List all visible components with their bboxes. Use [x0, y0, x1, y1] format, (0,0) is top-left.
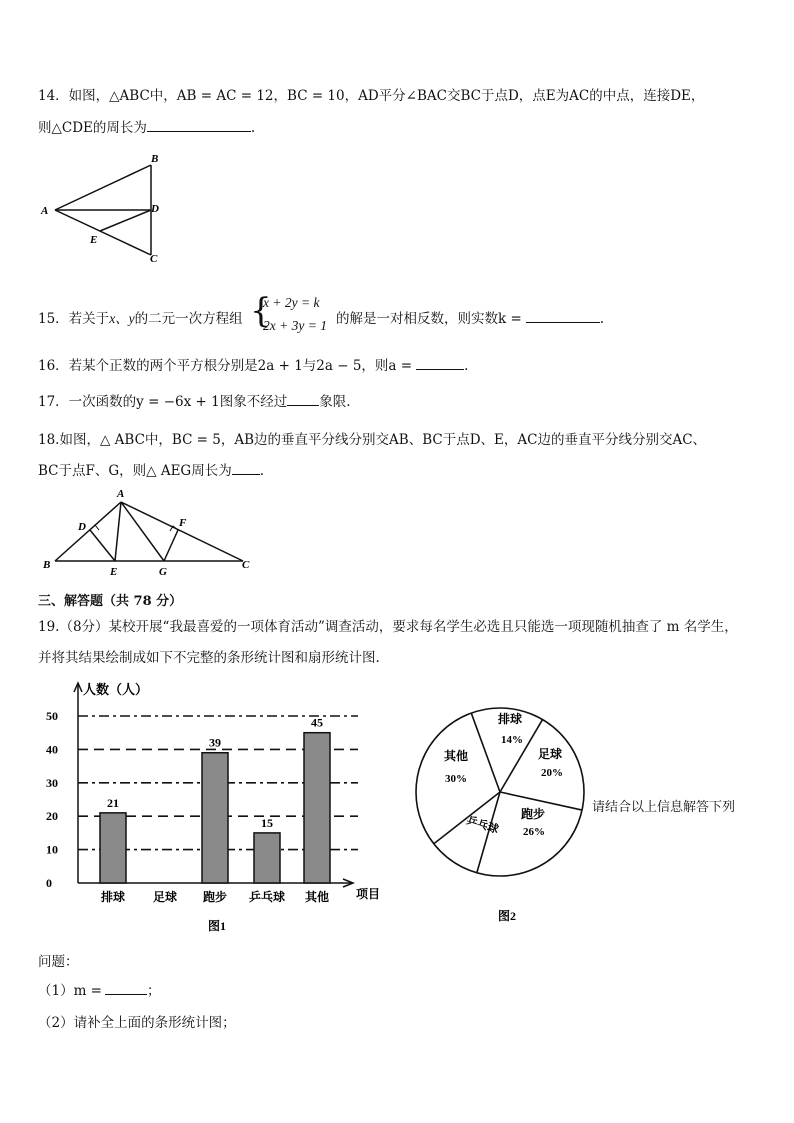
bar-value-label: 39 [209, 735, 221, 750]
pie-label-pingpang-text: 乒乓球 [464, 814, 500, 837]
q19-questions-label: 问题： [38, 954, 79, 970]
q16-answer-blank[interactable] [416, 355, 464, 370]
q14-label-d: D [151, 203, 159, 215]
q17 [38, 390, 351, 410]
q18-label-d: D [78, 521, 86, 533]
q15-answer-blank[interactable] [526, 308, 600, 323]
q18-label-e: E [110, 566, 118, 576]
q19-sub1-blank[interactable] [105, 980, 147, 995]
bar [304, 733, 330, 883]
q14-label-a: A [41, 205, 49, 217]
pie-value-zuqiu: 20% [541, 767, 563, 779]
bar-chart [38, 676, 390, 938]
bar-value-label: 21 [107, 795, 119, 810]
pie-label-paiqiu: 排球 [498, 712, 523, 726]
pie-value-qita: 30% [445, 773, 467, 785]
q18-line1: 18.如图，△ ABC中，BC = 5，AB边的垂直平分线分别交AB、BC于点D、E，AC边的垂直平分线分别交AC、 [38, 432, 707, 448]
pie-value-paiqiu: 14% [501, 734, 523, 746]
q15-eq2: 2x + 3y = 1 [263, 318, 327, 333]
q18-label-g: G [159, 566, 167, 576]
q15-end: . [599, 311, 605, 327]
q18-label-f: F [179, 517, 187, 529]
q18-label-a: A [117, 488, 125, 500]
bar-ytick: 0 [46, 876, 52, 890]
pie-title: 图2 [498, 909, 517, 923]
q14-line2-text: 则△CDE的周长为 [38, 120, 147, 136]
q19-side-text: 请结合以上信息解答下列 [592, 800, 736, 815]
bar [100, 813, 126, 883]
bar-ytick: 10 [46, 842, 58, 857]
q19-sub1-end: ； [147, 983, 161, 999]
q14-label-e: E [90, 234, 98, 246]
q14-label-b: B [151, 153, 159, 165]
q18-label-c: C [242, 559, 250, 571]
q19-line2: 并将其结果绘制成如下不完整的条形统计图和扇形统计图. [38, 650, 380, 666]
bar-ytick: 30 [46, 775, 58, 790]
q14-answer-blank[interactable] [147, 117, 251, 132]
q19-sub2: （2）请补全上面的条形统计图； [38, 1015, 236, 1031]
q15-vars: x、y [109, 311, 135, 326]
bar [202, 753, 228, 883]
q14-line1: 14．如图，△ABC中，AB = AC = 12，BC = 10，AD平分∠BAC交BC于点D，点E为AC的中点，连接DE， [38, 88, 705, 104]
q18-line2-text: BC于点F、G，则△ AEG周长为 [38, 463, 232, 479]
pie-value-paobu: 26% [523, 826, 545, 838]
q14-line2 [38, 116, 255, 136]
bar-value-label: 45 [311, 715, 323, 730]
bar [254, 833, 280, 883]
bar-ytick: 20 [46, 809, 58, 824]
q15-post [336, 307, 604, 327]
q14-figure [38, 150, 178, 265]
q14-label-c: C [150, 253, 158, 265]
q15-brace: { [250, 291, 272, 331]
bar-ylabel: 人数（人） [83, 682, 149, 697]
q17-text: 17．一次函数的y = −6x + 1图象不经过 [38, 394, 288, 410]
q19-sub1-text: （1）m = [38, 983, 102, 999]
q15-mid-text: 的二元一次方程组 [134, 311, 243, 327]
q15-post-text: 的解是一对相反数，则实数k = [336, 311, 522, 327]
bar-title: 图1 [208, 919, 227, 933]
q17-answer-blank[interactable] [287, 391, 319, 406]
bar-category-label: 足球 [152, 890, 178, 904]
q16-end: . [464, 358, 469, 374]
pie-label-paobu: 跑步 [521, 807, 546, 821]
pie-label-qita: 其他 [444, 749, 469, 763]
bar-category-label: 排球 [100, 890, 126, 904]
bar-category-label: 乒乓球 [248, 890, 286, 904]
q16 [38, 354, 468, 374]
pie-chart [408, 698, 600, 928]
q18-line2-end: . [259, 463, 265, 479]
bar-ytick: 40 [46, 742, 58, 757]
bar-xlabel: 项目 [356, 887, 381, 901]
bar-ytick: 50 [46, 709, 58, 723]
bar-value-label: 15 [261, 815, 273, 830]
q18-answer-blank[interactable] [232, 460, 260, 475]
q15-pre [38, 307, 243, 327]
bar-category-label: 其他 [304, 890, 330, 904]
q15-pre-text: 15．若关于 [38, 311, 110, 327]
bar-category-label: 跑步 [202, 890, 228, 904]
q17-end: 象限. [319, 394, 351, 410]
q18-figure [38, 484, 258, 576]
section-title: 三、解答题（共 78 分） [38, 594, 183, 609]
q15-eq1: x + 2y = k [263, 295, 320, 310]
q14-line2-end: . [250, 120, 256, 136]
q18-label-b: B [43, 559, 51, 571]
pie-label-zuqiu: 足球 [538, 747, 563, 761]
q19-sub1 [38, 979, 161, 999]
q18-line2 [38, 459, 264, 479]
q16-text: 16．若某个正数的两个平方根分别是2a + 1与2a − 5，则a = [38, 358, 413, 374]
q19-line1: 19.（8分）某校开展“我最喜爱的一项体育活动”调查活动，要求每名学生必选且只能选一项现随机抽查了 m 名学生， [38, 619, 738, 635]
